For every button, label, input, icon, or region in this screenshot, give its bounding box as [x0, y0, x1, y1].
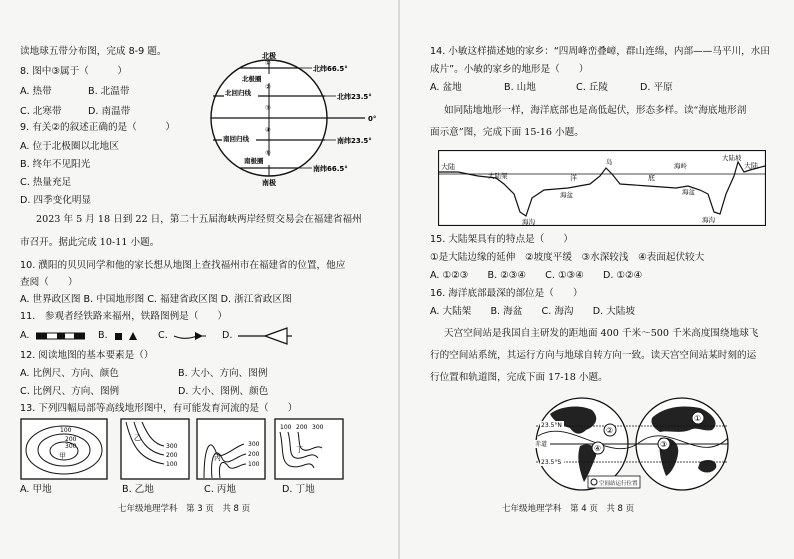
question-16-stem: 16. 海洋底部最深的部位是（ ）: [430, 288, 583, 299]
position-4: ④: [594, 444, 602, 453]
question-16-options: A. 大陆架 B. 海盆 C. 海沟 D. 大陆坡: [430, 306, 635, 317]
basin-label: 海盆: [560, 191, 573, 199]
svg-text:200: 200: [65, 436, 77, 443]
q12-option-c: C. 比例尺、方向、图例: [20, 386, 120, 397]
position-3: ③: [660, 440, 668, 449]
svg-text:300: 300: [248, 441, 260, 448]
question-11-stem: 11. 参观者经铁路来福州，铁路图例是（ ）: [20, 311, 228, 322]
q11-option-c: C.: [158, 330, 168, 341]
ding-label: 丁: [296, 446, 303, 454]
question-10-stem1: 10. 濮阳的贝贝同学和他的家长想从地图上查找福州市在福建省的位置，他应: [20, 260, 346, 271]
q11-option-a: A.: [20, 330, 30, 341]
intro-17-18-line1: 天宫空间站是我国自主研发的距地面 400 千米～500 千米高度围绕地球飞: [444, 328, 759, 339]
five-zones-globe-diagram: [200, 52, 390, 186]
svg-text:100: 100: [280, 424, 292, 431]
lat-66n-label: 北纬66.5°: [313, 65, 348, 73]
svg-text:200: 200: [166, 452, 178, 459]
q9-option-c: C. 热量充足: [20, 177, 72, 188]
north-pole-label: 北极: [262, 52, 276, 60]
question-14-stem1: 14. 小敏这样描述她的家乡：“四周峰峦叠嶂，群山连绵，内部——马平川，水田: [430, 46, 770, 57]
left-page-footer: 七年级地理学科 第 3 页 共 8 页: [118, 504, 251, 514]
question-10-stem2: 查阅（ ）: [20, 277, 78, 288]
intro-17-18-line2: 行的空间站系统，其运行方向与地球自转方向一致。读天宫空间站某时刻的运: [430, 350, 757, 361]
intro-8-9: 读地球五带分布图，完成 8-9 题。: [20, 46, 167, 57]
q14-option-a: A. 盆地: [430, 82, 462, 93]
right-continent-label: 大陆: [744, 162, 758, 170]
lat-23n-label: 北纬23.5°: [337, 93, 372, 101]
q14-option-c: C. 丘陵: [576, 82, 608, 93]
trench-label: 海沟: [522, 218, 535, 226]
q13-option-d: D. 丁地: [282, 484, 315, 495]
shelf-label: 大陆架: [488, 172, 508, 180]
s-lat-label: 23.5°S: [541, 459, 562, 466]
q13-option-c: C. 丙地: [204, 484, 236, 495]
seabed-bottom-label: 底: [648, 174, 655, 182]
svg-text:300: 300: [312, 424, 324, 431]
right-page-footer: 七年级地理学科 第 4 页 共 8 页: [502, 504, 635, 514]
q11-option-b: B.: [98, 330, 108, 341]
intro-10-11-line2: 市召开。据此完成 10-11 小题。: [20, 237, 160, 248]
q9-option-a: A. 位于北极圈以北地区: [20, 141, 119, 152]
q12-option-d: D. 大小、图例、颜色: [178, 386, 269, 397]
legend-label: 空间站运行位置: [599, 481, 638, 487]
contour-map-ding: [274, 418, 344, 480]
contour-map-yi: [120, 418, 190, 480]
intro-10-11-line1: 2023 年 5 月 18 日到 22 日，第二十五届海峡两岸经贸交易会在福建省福州: [36, 214, 362, 225]
q9-option-d: D. 四季变化明显: [20, 195, 92, 206]
svg-text:100: 100: [248, 461, 260, 468]
position-2: ②: [606, 426, 614, 435]
lat-66s-label: 南纬66.5°: [313, 165, 348, 173]
q8-option-c: C. 北寒带: [20, 106, 62, 117]
right-page: [400, 0, 794, 559]
q9-option-b: B. 终年不见阳光: [20, 159, 91, 170]
yi-label: 乙: [134, 434, 141, 442]
zone-number-2: ②: [265, 83, 271, 91]
q14-option-d: D. 平原: [640, 82, 673, 93]
svg-text:100: 100: [60, 427, 72, 434]
q13-option-b: B. 乙地: [122, 484, 154, 495]
svg-text:200: 200: [296, 424, 308, 431]
intro-15-16-line1: 如同陆地地形一样，海洋底部也是高低起伏，形态多样。读“海底地形剖: [444, 105, 747, 116]
q8-option-d: D. 南温带: [88, 106, 131, 117]
svg-text:300: 300: [166, 443, 178, 450]
symbol-d-triangle: [237, 327, 293, 345]
contour-map-bing: [196, 418, 266, 480]
question-14-stem2: 成片”。小敏的家乡的地形是（ ）: [430, 64, 589, 75]
zone-number-4: ④: [265, 126, 271, 134]
question-13-stem: 13. 下列四幅局部等高线地形图中，有可能发育河流的是（ ）: [20, 403, 298, 414]
q14-option-b: B. 山地: [504, 82, 536, 93]
svg-text:100: 100: [166, 461, 178, 468]
antarctic-circle-label: 南极圈: [244, 157, 264, 165]
equator-label-map: 赤道: [535, 441, 548, 448]
zone-number-3: ③: [265, 104, 271, 112]
space-station-orbit-map: [530, 396, 736, 494]
railway-symbol-a: [36, 332, 86, 341]
question-9-stem: 9. 有关②的叙述正确的是（ ）: [20, 122, 176, 133]
n-lat-label: 23.5°N: [541, 422, 562, 429]
q11-option-d: D.: [222, 330, 233, 341]
q12-option-a: A. 比例尺、方向、颜色: [20, 368, 119, 379]
question-8-stem: 8. 图中③属于（ ）: [20, 66, 128, 77]
q12-option-b: B. 大小、方向、图例: [178, 368, 268, 379]
south-pole-label: 南极: [262, 179, 276, 186]
zone-number-1: ①: [265, 59, 271, 67]
intro-15-16-line2: 面示意”图，完成下面 15-16 小题。: [430, 127, 584, 138]
shelf2-label: 大陆坡: [722, 154, 742, 162]
question-15-stem: 15. 大陆架具有的特点是（ ）: [430, 234, 574, 245]
svg-text:200: 200: [248, 451, 260, 458]
trench2-label: 海沟: [702, 216, 715, 224]
q8-option-b: B. 北温带: [88, 86, 130, 97]
bing-label: 丙: [214, 454, 221, 462]
ocean-label: 洋: [570, 174, 577, 182]
zone-number-5: ⑤: [265, 149, 271, 157]
lat-0-label: 0°: [368, 115, 377, 123]
position-1: ①: [694, 414, 702, 423]
basin2-label: 海盆: [682, 188, 695, 196]
seabed-profile-diagram: [438, 150, 766, 226]
q8-option-a: A. 热带: [20, 86, 52, 97]
jia-label: 甲: [59, 452, 66, 460]
question-10-options: A. 世界政区图 B. 中国地形图 C. 福建省政区图 D. 浙江省政区图: [20, 294, 292, 305]
question-15-options: A. ①②③ B. ②③④ C. ①③④ D. ①②④: [430, 270, 643, 281]
question-15-features: ①是大陆边缘的延伸 ②坡度平缓 ③水深较浅 ④表面起伏较大: [430, 252, 705, 263]
ridge-label: 海岭: [674, 162, 687, 170]
symbol-b-square-triangle: [114, 331, 140, 341]
q13-option-a: A. 甲地: [20, 484, 52, 495]
lat-23s-label: 南纬23.5°: [337, 137, 372, 145]
svg-text:300: 300: [65, 443, 77, 450]
tropic-capricorn-label: 南回归线: [223, 135, 249, 143]
symbol-c-airplane: [173, 330, 207, 342]
intro-17-18-line3: 行位置和轨道图，完成下面 17-18 小题。: [430, 372, 608, 383]
contour-map-jia: [20, 418, 108, 480]
island-label: 岛: [606, 158, 613, 166]
tropic-cancer-label: 北回归线: [225, 89, 251, 97]
left-continent-label: 大陆: [441, 163, 455, 171]
arctic-circle-label: 北极圈: [242, 75, 262, 83]
question-12-stem: 12. 阅读地图的基本要素是（）: [20, 350, 154, 361]
legend-circle-icon: [591, 479, 597, 485]
